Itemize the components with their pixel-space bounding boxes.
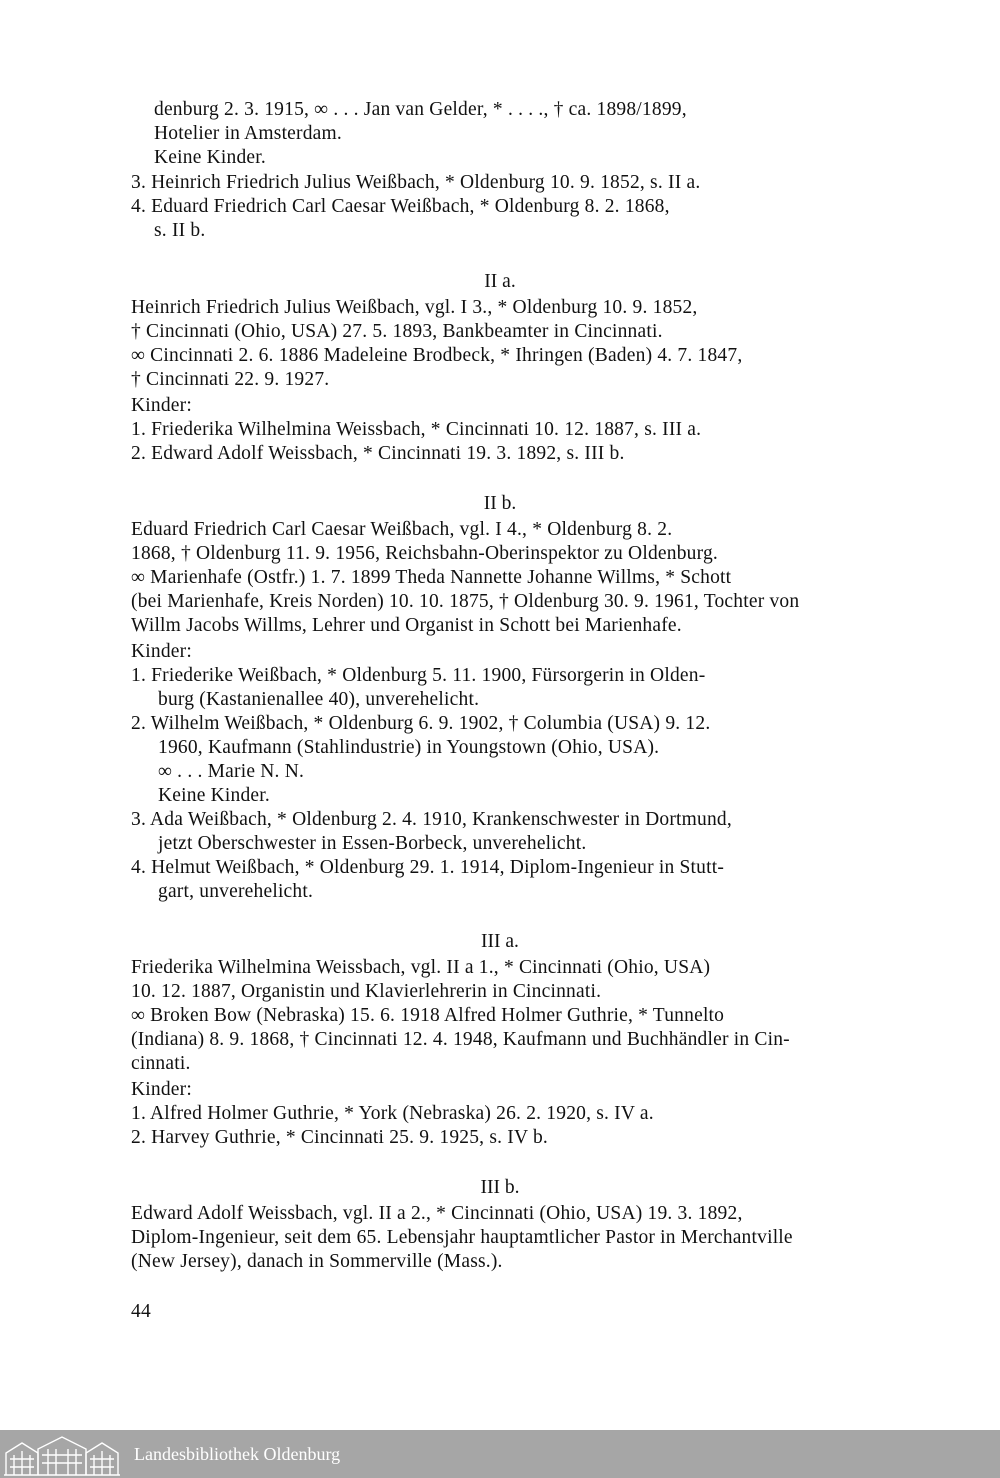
text-line: † Cincinnati 22. 9. 1927. <box>131 369 330 390</box>
list-item: 1. Friederike Weißbach, * Oldenburg 5. 11. 1900, Fürsorgerin in Olden- <box>131 665 706 686</box>
text-line: Friederika Wilhelmina Weissbach, vgl. II a 1., * Cincinnati (Ohio, USA) <box>131 957 711 978</box>
list-item: 1. Friederika Wilhelmina Weissbach, * Cincinnati 10. 12. 1887, s. III a. <box>131 419 702 440</box>
text-line: (bei Marienhafe, Kreis Norden) 10. 10. 1875, † Oldenburg 30. 9. 1961, Tochter von <box>131 591 800 612</box>
text-line: (New Jersey), danach in Sommerville (Mass.). <box>131 1251 503 1272</box>
section-heading: II b. <box>483 493 517 514</box>
text-line: ∞ Marienhafe (Ostfr.) 1. 7. 1899 Theda Nannette Johanne Willms, * Schott <box>131 567 732 588</box>
text-line: Keine Kinder. <box>158 785 270 806</box>
text-line: s. II b. <box>154 220 206 241</box>
library-footer-bar <box>0 1430 1000 1478</box>
text-line: cinnati. <box>131 1053 191 1074</box>
text-line: (Indiana) 8. 9. 1868, † Cincinnati 12. 4. 1948, Kaufmann und Buchhändler in Cin- <box>131 1029 790 1050</box>
text-line: Edward Adolf Weissbach, vgl. II a 2., * Cincinnati (Ohio, USA) 19. 3. 1892, <box>131 1203 743 1224</box>
text-line: gart, unverehelicht. <box>158 881 314 902</box>
section-heading: II a. <box>484 271 516 292</box>
list-item: 2. Edward Adolf Weissbach, * Cincinnati 19. 3. 1892, s. III b. <box>131 443 625 464</box>
text-line: ∞ . . . Marie N. N. <box>158 761 305 782</box>
text-line: Eduard Friedrich Carl Caesar Weißbach, vgl. I 4., * Oldenburg 8. 2. <box>131 519 673 540</box>
text-line: 10. 12. 1887, Organistin und Klavierlehrerin in Cincinnati. <box>131 981 602 1002</box>
text-line: Kinder: <box>131 1079 192 1100</box>
page-number: 44 <box>131 1301 151 1322</box>
text-line: Hotelier in Amsterdam. <box>154 123 342 144</box>
text-line: jetzt Oberschwester in Essen-Borbeck, unverehelicht. <box>158 833 587 854</box>
list-item: 1. Alfred Holmer Guthrie, * York (Nebraska) 26. 2. 1920, s. IV a. <box>131 1103 654 1124</box>
text-line: Kinder: <box>131 641 192 662</box>
list-item: 4. Helmut Weißbach, * Oldenburg 29. 1. 1914, Diplom-Ingenieur in Stutt- <box>131 857 725 878</box>
text-line: Keine Kinder. <box>154 147 266 168</box>
list-item: 4. Eduard Friedrich Carl Caesar Weißbach, * Oldenburg 8. 2. 1868, <box>131 196 670 217</box>
library-building-icon <box>2 1433 122 1477</box>
list-item: 3. Heinrich Friedrich Julius Weißbach, * Oldenburg 10. 9. 1852, s. II a. <box>131 172 701 193</box>
list-item: 2. Wilhelm Weißbach, * Oldenburg 6. 9. 1902, † Columbia (USA) 9. 12. <box>131 713 711 734</box>
text-line: ∞ Cincinnati 2. 6. 1886 Madeleine Brodbeck, * Ihringen (Baden) 4. 7. 1847, <box>131 345 743 366</box>
text-line: 1960, Kaufmann (Stahlindustrie) in Youngstown (Ohio, USA). <box>158 737 660 758</box>
text-line: 1868, † Oldenburg 11. 9. 1956, Reichsbahn-Oberinspektor zu Oldenburg. <box>131 543 718 564</box>
list-item: 2. Harvey Guthrie, * Cincinnati 25. 9. 1925, s. IV b. <box>131 1127 548 1148</box>
text-line: Willm Jacobs Willms, Lehrer und Organist in Schott bei Marienhafe. <box>131 615 682 636</box>
text-line: burg (Kastanienallee 40), unverehelicht. <box>158 689 480 710</box>
footer-library-label: Landesbibliothek Oldenburg <box>134 1444 341 1464</box>
text-line: Kinder: <box>131 395 192 416</box>
text-line: Diplom-Ingenieur, seit dem 65. Lebensjahr hauptamtlicher Pastor in Merchantville <box>131 1227 793 1248</box>
text-line: Heinrich Friedrich Julius Weißbach, vgl. I 3., * Oldenburg 10. 9. 1852, <box>131 297 698 318</box>
text-line: ∞ Broken Bow (Nebraska) 15. 6. 1918 Alfred Holmer Guthrie, * Tunnelto <box>131 1005 725 1026</box>
text-line: denburg 2. 3. 1915, ∞ . . . Jan van Gelder, * . . . ., † ca. 1898/1899, <box>154 99 687 120</box>
section-heading: III a. <box>481 931 519 952</box>
section-heading: III b. <box>480 1177 520 1198</box>
text-line: † Cincinnati (Ohio, USA) 27. 5. 1893, Bankbeamter in Cincinnati. <box>131 321 663 342</box>
list-item: 3. Ada Weißbach, * Oldenburg 2. 4. 1910, Krankenschwester in Dortmund, <box>131 809 732 830</box>
